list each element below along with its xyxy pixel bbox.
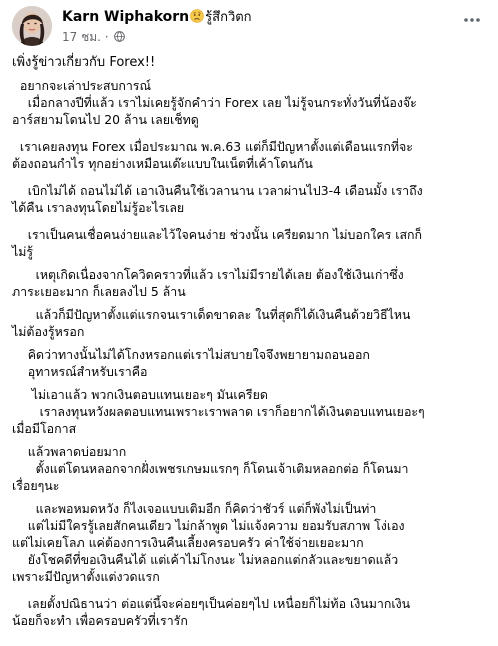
paragraph-1 — [12, 77, 490, 128]
text-line: ไม่ต้องรู้หรอก — [12, 324, 85, 339]
ellipsis-icon — [463, 17, 481, 23]
text-line: เลยตั้งปณิธานว่า ต่อแต่นี้จะค่อยๆเป็นค่อยๆไป เหนื่อยก็ไม่ท้อ เงินมากเงิน — [12, 596, 411, 611]
avatar[interactable] — [12, 6, 52, 46]
text-line: แต่ไม่เคยโลภ แค่ต้องการเงินคืนเลี้ยงครอบครัว ค่าใช้จ่ายเยอะมาก — [12, 535, 364, 550]
paragraph-8 — [12, 386, 490, 437]
post-title: เพิ่งรู้ข่าวเกี่ยวกับ Forex!! — [12, 55, 156, 70]
text-line: เพราะมีปัญหาตั้งแต่งวดแรก — [12, 569, 160, 584]
text-line: เราเคยลงทุน Forex เมื่อประมาณ พ.ค.63 แต่ก็มีปัญหาตั้งแต่เดือนแรกที่จะ — [12, 139, 413, 154]
author-name[interactable]: Karn Wiphakorn — [62, 9, 190, 25]
text-line: แล้วพลาดบ่อยมาก — [12, 444, 127, 459]
paragraph-4 — [12, 226, 490, 260]
text-line: ไม่เอาแล้ว พวกเงินตอบแทนเยอะๆ มันเครียด — [12, 387, 268, 402]
text-line: เบิกไม่ได้ ถอนไม่ได้ เอาเงินคืนใช้เวลานาน เวลาผ่านไป3-4 เดือนมั้ง เราถึง — [12, 183, 423, 198]
text-line: ได้คืน เราลงทุนโดยไม่รู้อะไรเลย — [12, 200, 185, 215]
text-line: ต้องถอนกำไร ทุกอย่างเหมือนเด๊ะแบบในเน็ตที่เค้าโดนกัน — [12, 156, 313, 171]
text-line: เราเป็นคนเชื่อคนง่ายและไว้ใจคนง่าย ช่วงนั้น เครียดมาก ไม่บอกใคร เสกก็ — [12, 227, 423, 242]
paragraph-5 — [12, 266, 490, 300]
paragraph-12 — [12, 595, 490, 629]
text-line: อยากจะเล่าประสบการณ์ — [12, 78, 151, 93]
post-header — [12, 6, 486, 50]
paragraph-7 — [12, 346, 490, 380]
paragraph-6 — [12, 306, 490, 340]
text-line: อาร์สยามโดนไป 20 ล้าน เลยเช็ทดู — [12, 112, 199, 127]
text-line: เมื่อกลางปีที่แล้ว เราไม่เคยรู้จักคำว่า Forex เลย ไม่รู้จนกระทั่งวันที่น้องจ๊ะ — [12, 95, 417, 110]
feeling-label: รู้สึกวิตก — [205, 10, 252, 25]
post-meta — [62, 29, 125, 45]
text-line: ภาระเยอะมาก ก็เลยลงไป 5 ล้าน — [12, 284, 186, 299]
text-line: เมื่อมีโอกาส — [12, 421, 77, 436]
post-body — [12, 54, 490, 629]
text-line: แล้วก็มีปัญหาตั้งแต่แรกจนเราเด็ดขาดละ ในที่สุดก็ได้เงินคืนด้วยวิธีไหน — [12, 307, 411, 322]
text-line: แต่ไม่มีใครรู้เลยสักคนเดียว ไม่กล้าพูด ไม่แจ้งความ ยอมรับสภาพ โง่เอง — [12, 518, 405, 533]
worried-face-icon — [190, 9, 204, 23]
text-line: น้อยก็จะทำ เพื่อครอบครัวที่เรารัก — [12, 613, 188, 628]
paragraph-2 — [12, 138, 490, 172]
paragraph-10 — [12, 500, 490, 551]
text-line: คิดว่าทางนั้นไม่ได้โกงหรอกแต่เราไม่สบายใจจึงพยายามถอนออก — [12, 347, 370, 362]
text-line: เราลงทุนหวังผลตอบแทนเพราะเราพลาด เราก็อยากได้เงินตอบแทนเยอะๆ — [12, 404, 425, 419]
paragraph-9 — [12, 443, 490, 494]
post-time[interactable]: 17 ชม. — [62, 30, 101, 44]
meta-separator: · — [104, 30, 109, 44]
globe-icon[interactable] — [114, 30, 125, 41]
text-line: ยังโชคดีที่ขอเงินคืนได้ แต่เค้าไม่โกงนะ ไม่หลอกแต่กลัวและขยาดแล้ว — [12, 552, 399, 567]
text-line: และพอหมดหวัง ก็ไงเจอแบบเติมอีก ก็คิดว่าชัวร์ แต่ก็พังไม่เป็นท่า — [12, 501, 377, 516]
text-line: เรื่อยๆนะ — [12, 478, 60, 493]
text-line: ไม่รู้ — [12, 244, 34, 259]
paragraph-3 — [12, 182, 490, 216]
text-line: อุทาหรณ์สำหรับเราคือ — [12, 364, 148, 379]
text-line: เหตุเกิดเนื่องจากโควิดคราวที่แล้ว เราไม่มีรายได้เลย ต้องใช้เงินเก่าซึ่ง — [12, 267, 404, 282]
paragraph-11 — [12, 551, 490, 585]
more-options-button[interactable] — [458, 10, 486, 30]
avatar-photo-icon — [12, 6, 52, 46]
text-line: ตั้งแต่โดนหลอกจากฝั่งเพชรเกษมแรกๆ ก็โดนเจ้าเติมหลอกต่อ ก็โดนมา — [12, 461, 409, 476]
author-line — [62, 8, 252, 27]
